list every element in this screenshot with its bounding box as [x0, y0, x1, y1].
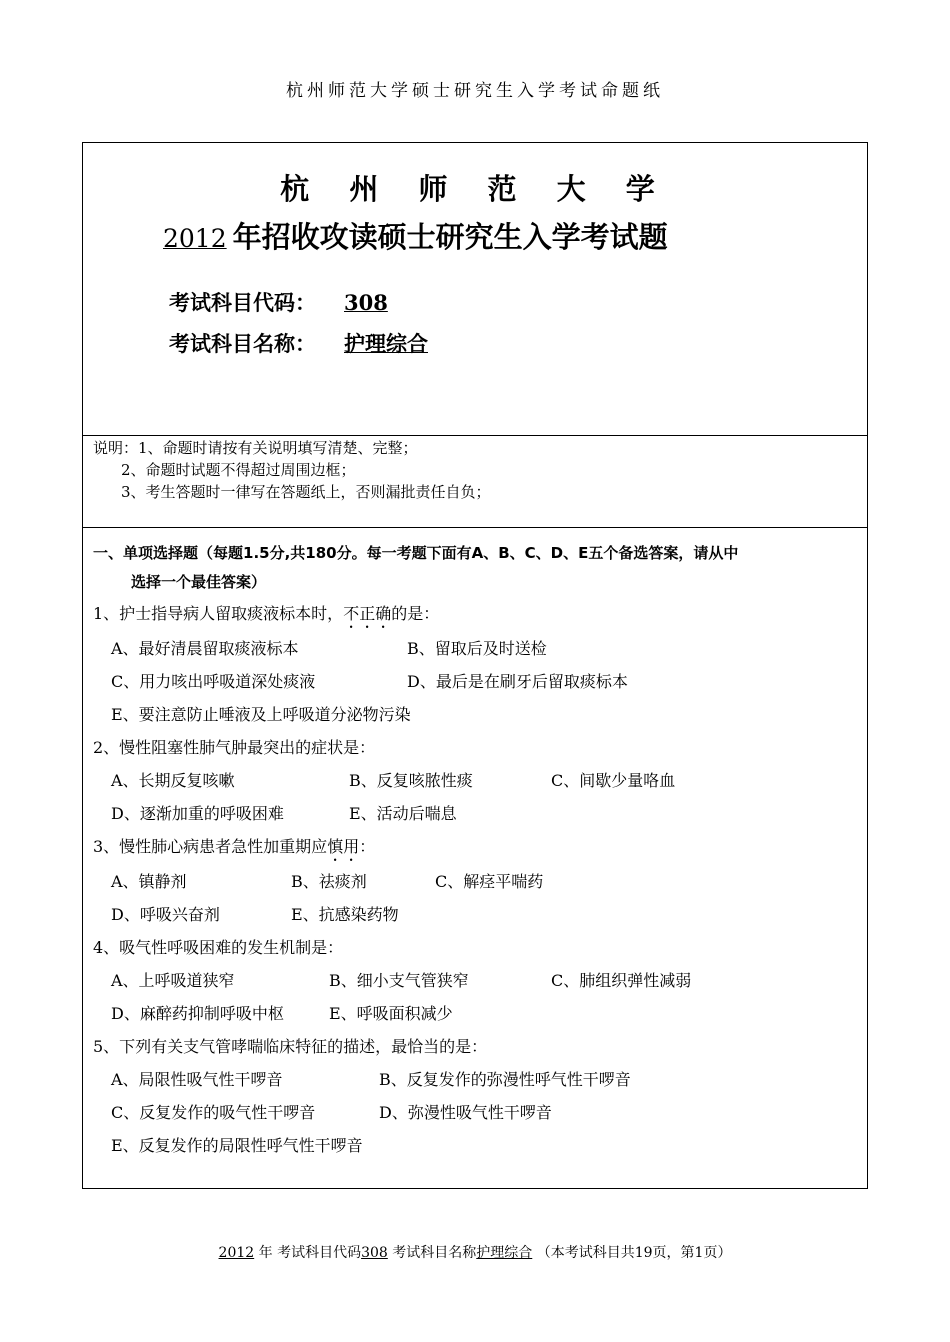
footer-year: 2012 — [218, 1245, 255, 1261]
question-1-options-row — [93, 632, 863, 665]
question-5-options-row — [93, 1063, 863, 1096]
subject-code-row — [169, 287, 392, 317]
q4-option-c: C、肺组织弹性减弱 — [551, 971, 692, 990]
question-1-options-row — [93, 698, 863, 731]
section-heading: 一、单项选择题（每题1.5分,共180分。每一考题下面有A、B、C、D、E五个备选答案，请从中 — [93, 544, 739, 562]
q4-option-a: A、上呼吸道狭窄 — [111, 971, 235, 990]
q3-option-a: A、镇静剂 — [111, 872, 187, 891]
footer-page-info: （本考试科目共19页，第1页） — [536, 1245, 732, 1261]
question-2-options-row — [93, 764, 863, 797]
q3-stem-end: ： — [359, 837, 376, 856]
exam-year: 2012 — [163, 224, 227, 253]
page-header: 杭州师范大学硕士研究生入学考试命题纸 — [286, 81, 664, 101]
subject-name-row — [169, 328, 432, 358]
divider-questions — [83, 527, 867, 528]
q1-option-c: C、用力咳出呼吸道深处痰液 — [111, 672, 316, 691]
q2-option-a: A、长期反复咳嗽 — [111, 771, 235, 790]
q1-option-d: D、最后是在刷牙后留取痰标本 — [407, 672, 628, 691]
question-3-options-row — [93, 898, 863, 931]
question-2-stem — [93, 731, 863, 764]
subject-name-value: 护理综合 — [344, 331, 428, 356]
footer-text-1: 年 考试科目代码 — [258, 1245, 362, 1261]
university-name: 杭 州 师 范 大 学 — [280, 172, 670, 206]
q1-stem-end: 的是： — [391, 604, 440, 623]
q4-option-b: B、细小支气管狭窄 — [329, 971, 469, 990]
q5-option-c: C、反复发作的吸气性干啰音 — [111, 1103, 316, 1122]
q3-option-b: B、祛痰剂 — [291, 872, 367, 891]
page-footer — [0, 1242, 950, 1262]
q3-option-e: E、抗感染药物 — [291, 905, 399, 924]
instruction-1: 说明：1、命题时请按有关说明填写清楚、完整； — [93, 439, 418, 457]
question-4-options-row — [93, 964, 863, 997]
question-5-stem — [93, 1030, 863, 1063]
q3-stem-text: 3、慢性肺心病患者急性加重期应 — [93, 837, 328, 856]
instructions — [93, 437, 491, 503]
question-4-stem — [93, 931, 863, 964]
instruction-2: 2、命题时试题不得超过周围边框； — [121, 461, 356, 479]
q1-option-e: E、要注意防止唾液及上呼吸道分泌物污染 — [111, 705, 411, 724]
exam-title — [117, 215, 668, 256]
q1-option-b: B、留取后及时送检 — [407, 639, 547, 658]
footer-text-2: 考试科目名称 — [392, 1245, 477, 1261]
question-3-stem — [93, 830, 863, 865]
section-heading-cont: 选择一个最佳答案） — [131, 573, 267, 591]
divider-notes — [83, 435, 867, 436]
subject-name-label: 考试科目名称： — [169, 332, 316, 356]
exam-title-text: 年招收攻读硕士研究生入学考试题 — [232, 220, 668, 254]
question-4-options-row — [93, 997, 863, 1030]
q2-option-e: E、活动后喘息 — [349, 804, 457, 823]
question-1-stem — [93, 597, 863, 632]
question-5-options-row — [93, 1096, 863, 1129]
exam-frame — [82, 142, 868, 1189]
question-2-options-row — [93, 797, 863, 830]
q1-option-a: A、最好清晨留取痰液标本 — [111, 639, 299, 658]
q4-option-d: D、麻醉药抑制呼吸中枢 — [111, 1004, 284, 1023]
subject-code-label: 考试科目代码： — [169, 291, 316, 315]
q2-option-c: C、间歇少量咯血 — [551, 771, 676, 790]
instruction-3: 3、考生答题时一律写在答题纸上，否则漏批责任自负； — [121, 483, 491, 501]
q3-option-c: C、解痉平喘药 — [435, 872, 544, 891]
q2-stem-text: 2、慢性阻塞性肺气肿最突出的症状是： — [93, 738, 376, 757]
q2-option-d: D、逐渐加重的呼吸困难 — [111, 804, 284, 823]
footer-code: 308 — [361, 1245, 388, 1261]
footer-subject-name: 护理综合 — [476, 1245, 533, 1261]
q5-option-b: B、反复发作的弥漫性呼气性干啰音 — [379, 1070, 631, 1089]
q2-option-b: B、反复咳脓性痰 — [349, 771, 473, 790]
question-1-options-row — [93, 665, 863, 698]
subject-code-value: 308 — [344, 290, 388, 315]
question-3-options-row — [93, 865, 863, 898]
q5-option-d: D、弥漫性吸气性干啰音 — [379, 1103, 552, 1122]
question-5-options-row — [93, 1129, 863, 1162]
q1-stem-text: 1、护士指导病人留取痰液标本时， — [93, 604, 344, 623]
q5-stem-text: 5、下列有关支气管哮喘临床特征的描述，最恰当的是： — [93, 1037, 488, 1056]
q1-stem-emphasis: 不正确 — [343, 604, 392, 623]
questions-area — [93, 539, 863, 1162]
q3-stem-emphasis: 慎用 — [327, 837, 360, 856]
q4-option-e: E、呼吸面积减少 — [329, 1004, 453, 1023]
q4-stem-text: 4、吸气性呼吸困难的发生机制是： — [93, 938, 344, 957]
q3-option-d: D、呼吸兴奋剂 — [111, 905, 220, 924]
q5-option-a: A、局限性吸气性干啰音 — [111, 1070, 283, 1089]
q5-option-e: E、反复发作的局限性呼气性干啰音 — [111, 1136, 363, 1155]
